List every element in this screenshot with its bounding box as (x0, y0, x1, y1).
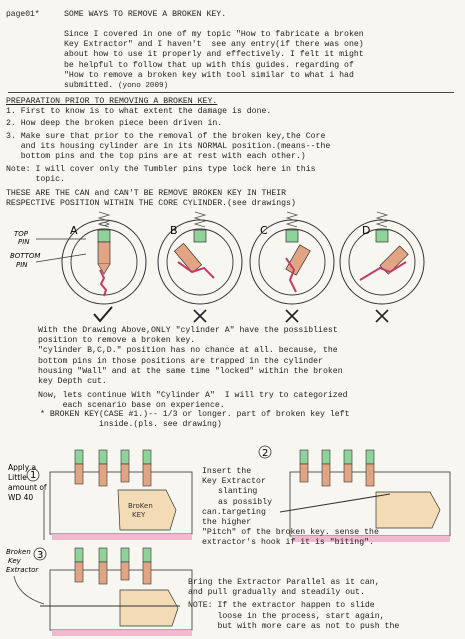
cylinder-label-a: A (70, 224, 78, 237)
intro-line: "How to remove a broken key with tool similar to what i had (64, 70, 354, 80)
intro-line: be helpful to follow that up with this guides. regarding of (64, 60, 354, 70)
continue-line: Now, lets continue With "Cylinder A" I will try to categorized (38, 391, 348, 401)
bottom-pin-label: PIN (16, 261, 28, 269)
top-pin-label: PIN (18, 238, 30, 246)
cylinder-drawings (0, 210, 465, 330)
cylinder-d (340, 212, 424, 304)
analysis-line: bottom pins in those positions are trapped in the cylinder (38, 356, 323, 366)
insert-line: Insert the (202, 467, 252, 476)
prep-item: bottom pins and the top pins are at rest with each other.) (6, 152, 306, 162)
extractor-label-line: Extractor (6, 566, 39, 574)
analysis-line: housing "Wall" and at the same time "locked" within the broken (38, 366, 343, 376)
step-number-3: 3 (37, 550, 44, 561)
analysis-line: With the Drawing Above,ONLY "cylinder A" have the possibliest (38, 326, 338, 335)
cylinder-label-c: C (260, 224, 268, 237)
intro-line: Since I covered in one of my topic "How to fabricate a broken (64, 30, 364, 39)
page-label: page01* (6, 10, 40, 19)
prep-note: topic. (6, 175, 65, 185)
insert-line: extractor's hook if it is "biting". (202, 538, 374, 547)
signature: (yono 2009) (118, 82, 169, 90)
apply-note-line: Apply a (8, 463, 37, 472)
cylinder-a (62, 212, 146, 304)
step-3-drawing (34, 548, 192, 636)
insert-line: can.targeting (202, 507, 266, 517)
parallel-line: and pull gradually and steadily out. (188, 588, 365, 598)
can-cant-heading: THESE ARE THE CAN and CAN'T BE REMOVE BROKEN KEY IN THEIR (6, 188, 287, 198)
step-1-drawing (27, 450, 192, 540)
note-line: loose in the process, start again, (188, 611, 385, 621)
section-divider (8, 92, 454, 93)
insert-line: Key Extractor (202, 477, 266, 487)
case1-heading: * BROKEN KEY(CASE #1.)-- 1/3 or longer. part of broken key left (40, 410, 350, 419)
analysis-text (38, 326, 348, 412)
insert-line: as possibly (218, 497, 273, 507)
prep-item: 1. First to know is to what extent the damage is done. (6, 107, 272, 117)
prep-item: 2. How deep the broken piece been driven in. (6, 119, 223, 129)
step-number-1: 1 (30, 470, 37, 481)
apply-note-line: amount of (8, 483, 47, 492)
analysis-line: "cylinder B,C,D." position has no chance at all. because, the (38, 346, 338, 356)
intro-line: Key Extractor" and I haven't see any entry(if there was one) (64, 40, 364, 50)
top-pin-label: TOP (14, 230, 29, 238)
bottom-pin-label: BOTTOM (10, 252, 41, 260)
cylinder-label-d: D (362, 224, 371, 237)
extractor-label-line: Broken (6, 548, 31, 556)
continue-line: each scenario base on experience. (38, 401, 225, 411)
x-mark-icon (376, 310, 388, 322)
cylinder-b (158, 212, 242, 304)
apply-note-line: WD 40 (8, 493, 34, 502)
cylinder-label-b: B (170, 224, 178, 237)
parallel-line: Bring the Extractor Parallel as it can, (188, 578, 380, 587)
note-line: but with more care as not to push the (188, 621, 400, 631)
prep-section (6, 97, 330, 209)
broken-key-label: BroKen (128, 502, 153, 510)
parallel-instructions (188, 578, 399, 632)
prep-item: and its housing cylinder are in its NORMAL position.(means--the (6, 141, 331, 151)
apply-note-line: Little (8, 473, 27, 482)
cylinder-c (250, 212, 334, 304)
insert-line: the higher (202, 518, 252, 528)
insert-instructions (202, 467, 272, 528)
can-cant-heading: RESPECTIVE POSITION WITHIN THE CORE CYLINDER.(see drawings) (6, 198, 296, 208)
extractor-label-line: Key (8, 557, 21, 565)
intro-line: about how to use it properly and effectively. I felt it might (64, 50, 364, 60)
x-mark-icon (194, 310, 206, 322)
insert-line: slanting (218, 487, 258, 497)
broken-key-label: KEY (132, 511, 146, 519)
intro-line: submitted. (64, 81, 114, 91)
insert-line: "Pitch" of the broken key. sense the (202, 528, 379, 537)
prep-heading: PREPARATION PRIOR TO REMOVING A BROKEN KEY. (6, 97, 218, 106)
step-number-2: 2 (262, 448, 269, 459)
analysis-line: key Depth cut. (38, 377, 107, 387)
analysis-line: position to remove a broken key. (38, 336, 196, 346)
case1-heading: inside.(pls. see drawing) (40, 420, 222, 429)
x-mark-icon (286, 310, 298, 322)
check-mark-icon (94, 307, 112, 321)
prep-note: Note: I will cover only the Tumbler pins type lock here in this (6, 165, 316, 175)
note-line: NOTE: If the extractor happen to slide (188, 601, 375, 611)
intro-paragraph (64, 30, 364, 91)
page-title: SOME WAYS TO REMOVE A BROKEN KEY. (64, 10, 227, 19)
prep-item: 3. Make sure that prior to the removal of the broken key,the Core (6, 131, 326, 141)
